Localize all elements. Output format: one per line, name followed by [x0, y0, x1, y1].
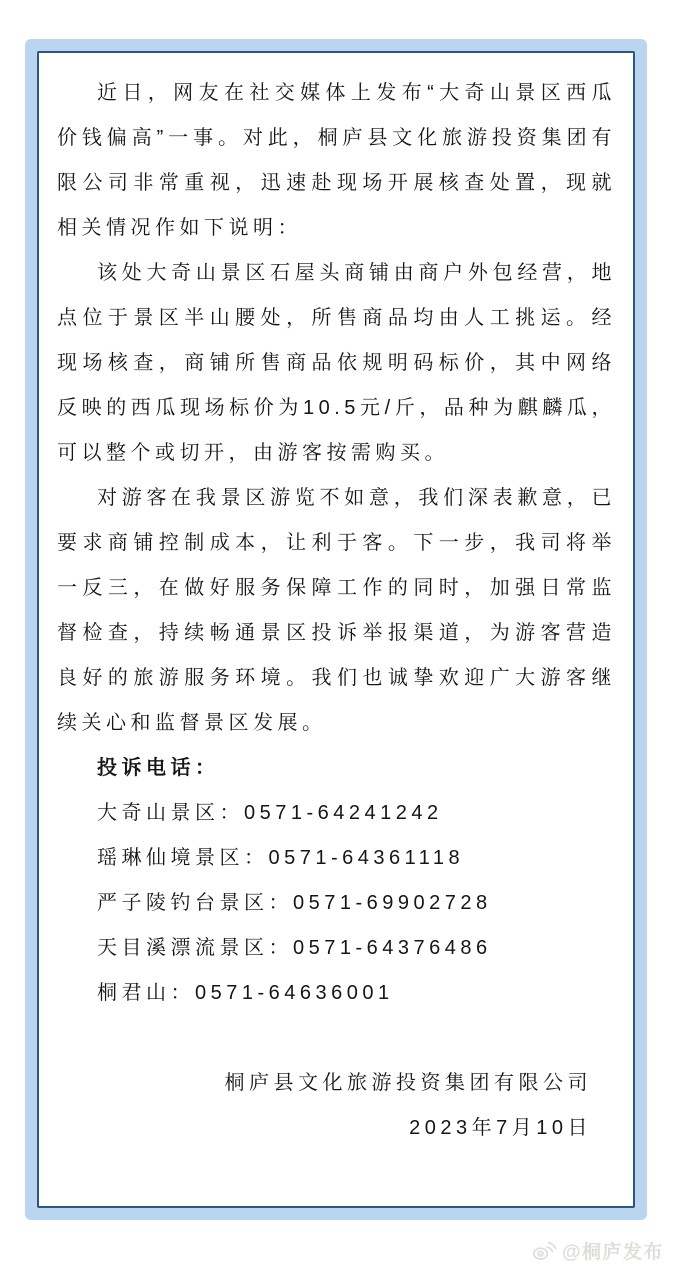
- statement-card: [25, 39, 647, 1220]
- signature-company: 桐庐县文化旅游投资集团有限公司: [224, 1072, 592, 1094]
- weibo-icon: [532, 1240, 557, 1261]
- contact-line-tianmuxi: 天目溪漂流景区：0571-64376486: [97, 937, 492, 959]
- statement-paragraph-1: 近日，网友在社交媒体上发布“大奇山景区西瓜价钱偏高”一事。对此，桐庐县文化旅游投资集团有限公司非常重视，迅速赴现场开展核查处置，现就相关情况作如下说明：: [57, 82, 616, 239]
- watermark-handle: @桐庐发布: [561, 1242, 664, 1263]
- signature-date: 2023年7月10日: [409, 1117, 592, 1139]
- statement-paragraph-2: 该处大奇山景区石屋头商铺由商户外包经营，地点位于景区半山腰处，所售商品均由人工挑运。经现场核查，商铺所售商品依规明码标价，其中网络反映的西瓜现场标价为10.5元/斤，品种为麒麟瓜，可以整个或切开，由游客按需购买。: [57, 262, 616, 464]
- statement-paragraph-3: 对游客在我景区游览不如意，我们深表歉意，已要求商铺控制成本，让利于客。下一步，我司将举一反三，在做好服务保障工作的同时，加强日常监督检查，持续畅通景区投诉举报渠道，为游客营造良好的旅游服务环境。我们也诚挚欢迎广大游客继续关心和监督景区发展。: [57, 487, 616, 734]
- signature-block: [57, 1061, 616, 1151]
- contact-line-daqishan: 大奇山景区：0571-64241242: [97, 802, 443, 824]
- contact-line-yaolin: 瑶琳仙境景区：0571-64361118: [97, 847, 465, 869]
- statement-paper: [37, 51, 635, 1208]
- contact-line-tongjunshan: 桐君山：0571-64636001: [97, 982, 394, 1004]
- complaint-hotline-heading: 投诉电话：: [97, 757, 220, 779]
- weibo-watermark: [532, 1237, 664, 1264]
- contact-line-yanziling: 严子陵钓台景区：0571-69902728: [97, 892, 492, 914]
